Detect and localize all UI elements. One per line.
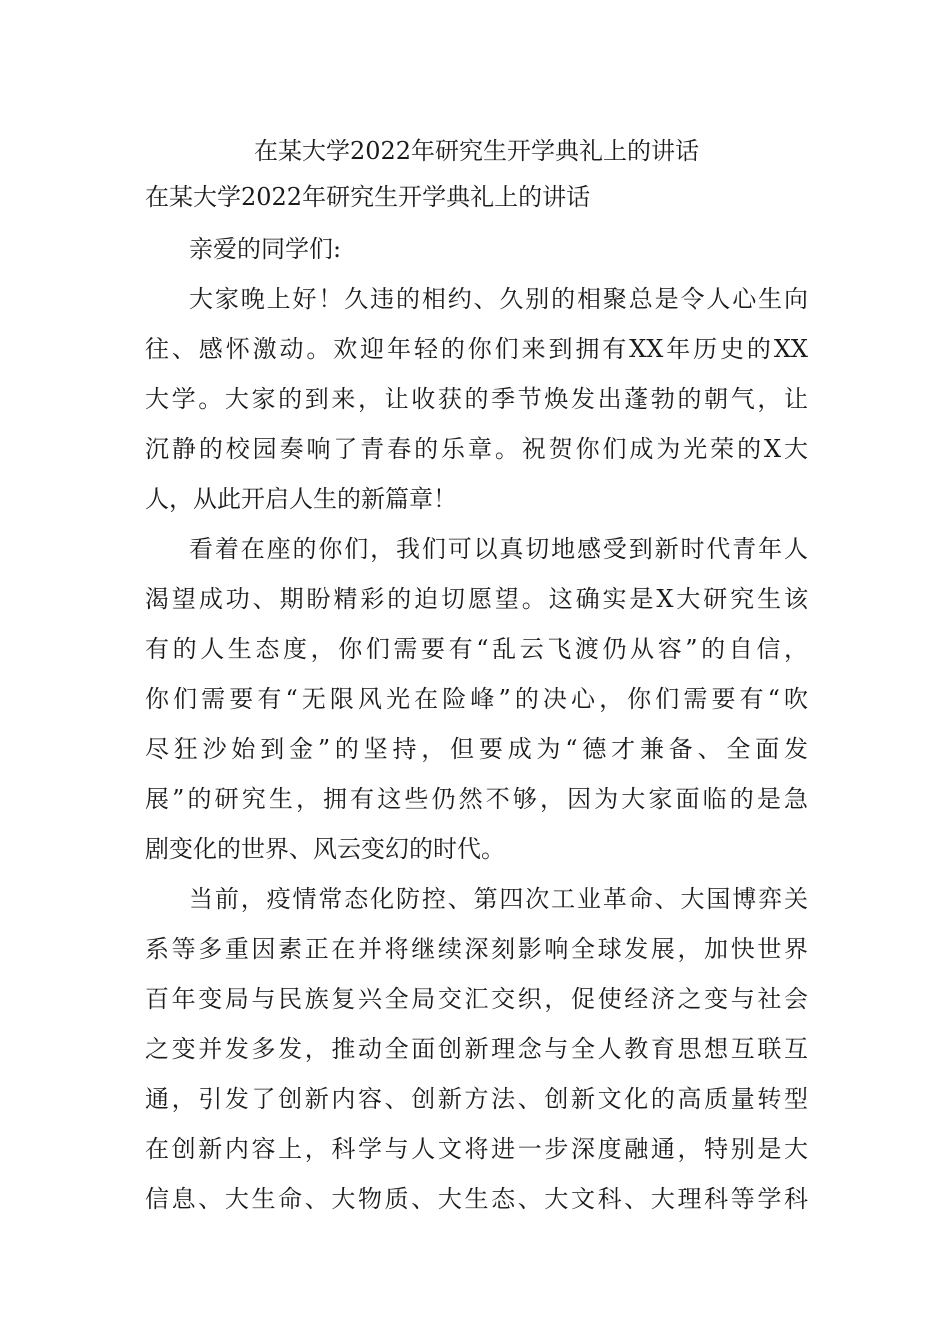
paragraph-line: 系等多重因素正在并将继续深刻影响全球发展，加快世界	[145, 935, 808, 963]
paragraph-line: 大学。大家的到来，让收获的季节焕发出蓬勃的朝气，让	[145, 385, 808, 413]
paragraph-line: 当前，疫情常态化防控、第四次工业革命、大国博弈关	[189, 885, 808, 913]
paragraph-line: 有的人生态度，你们需要有“乱云飞渡仍从容”的自信，	[145, 635, 808, 663]
paragraph-line: 百年变局与民族复兴全局交汇交织，促使经济之变与社会	[145, 985, 808, 1013]
paragraph-line: 渴望成功、期盼精彩的迫切愿望。这确实是X大研究生该	[145, 585, 808, 613]
document-title: 在某大学2022年研究生开学典礼上的讲话	[253, 137, 700, 165]
paragraph-line: 信息、大生命、大物质、大生态、大文科、大理科等学科	[145, 1185, 808, 1213]
paragraph-line: 通，引发了创新内容、创新方法、创新文化的高质量转型	[145, 1085, 808, 1113]
paragraph-welcome	[145, 274, 808, 524]
paragraph-line: 剧变化的世界、风云变幻的时代。	[145, 835, 505, 863]
paragraph-line: 看着在座的你们，我们可以真切地感受到新时代青年人	[189, 535, 808, 563]
paragraph-line: 人，从此开启人生的新篇章！	[145, 485, 457, 513]
paragraph-line: 展”的研究生，拥有这些仍然不够，因为大家面临的是急	[145, 785, 808, 813]
paragraph-line: 你们需要有“无限风光在险峰”的决心，你们需要有“吹	[145, 685, 808, 713]
paragraph-line: 大家晚上好！久违的相约、久别的相聚总是令人心生向	[189, 285, 808, 313]
document-subtitle: 在某大学2022年研究生开学典礼上的讲话	[145, 183, 591, 211]
paragraph-line: 往、感怀激动。欢迎年轻的你们来到拥有XX年历史的XX	[145, 335, 808, 363]
paragraph-line: 亲爱的同学们:	[189, 235, 342, 263]
paragraph-context	[145, 874, 808, 1224]
paragraph-greeting	[145, 224, 808, 274]
paragraph-line: 沉静的校园奏响了青春的乐章。祝贺你们成为光荣的X大	[145, 435, 808, 463]
paragraph-aspiration	[145, 524, 808, 874]
document-page	[145, 128, 808, 1224]
paragraph-line: 在创新内容上，科学与人文将进一步深度融通，特别是大	[145, 1135, 808, 1163]
paragraph-line: 尽狂沙始到金”的坚持，但要成为“德才兼备、全面发	[145, 735, 808, 763]
paragraph-line: 之变并发多发，推动全面创新理念与全人教育思想互联互	[145, 1035, 808, 1063]
